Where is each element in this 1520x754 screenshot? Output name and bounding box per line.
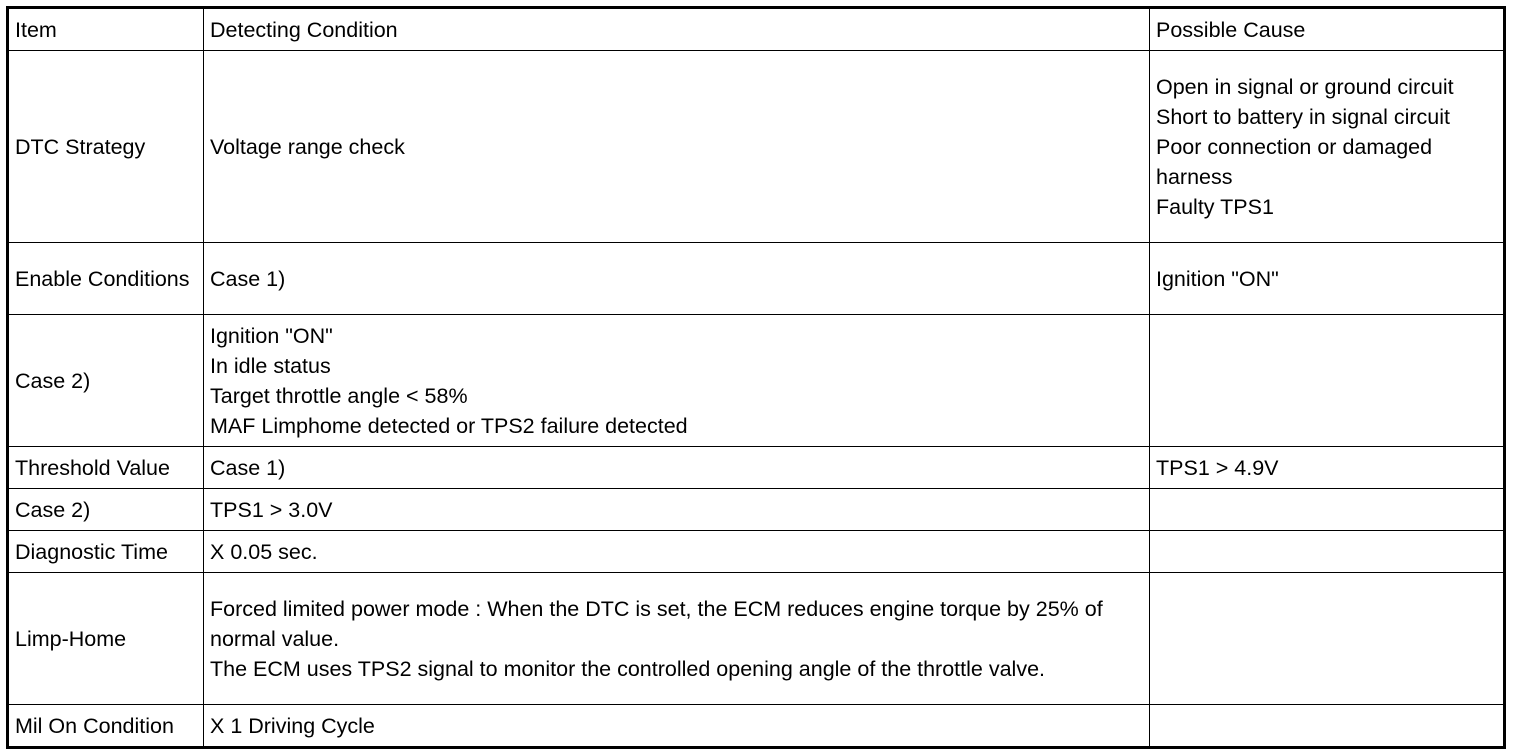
condition-cell (204, 573, 1150, 705)
cause-cell (1150, 573, 1505, 705)
table-row (8, 51, 1505, 243)
cause-line: Ignition "ON" (1156, 266, 1279, 291)
cause-cell (1150, 531, 1505, 573)
header-possible-cause: Possible Cause (1150, 8, 1505, 51)
condition-line: X 0.05 sec. (210, 539, 318, 564)
condition-line: TPS1 > 3.0V (210, 497, 333, 522)
table-header-row (8, 8, 1505, 51)
item-cell: DTC Strategy (8, 51, 204, 243)
condition-line: Ignition "ON" (210, 323, 333, 348)
table-row (8, 315, 1505, 447)
condition-cell (204, 51, 1150, 243)
condition-line: Case 1) (210, 455, 286, 480)
condition-cell (204, 243, 1150, 315)
item-cell: Enable Conditions (8, 243, 204, 315)
condition-line: X 1 Driving Cycle (210, 713, 375, 738)
cause-cell (1150, 489, 1505, 531)
item-cell: Case 2) (8, 315, 204, 447)
cause-cell (1150, 51, 1505, 243)
cause-line: Short to battery in signal circuit (1156, 104, 1450, 129)
table-row (8, 705, 1505, 748)
dtc-table (6, 6, 1506, 749)
condition-line: Target throttle angle < 58% (210, 383, 468, 408)
item-cell: Diagnostic Time (8, 531, 204, 573)
cause-cell (1150, 243, 1505, 315)
cause-line: TPS1 > 4.9V (1156, 455, 1279, 480)
table-row (8, 447, 1505, 489)
item-cell: Threshold Value (8, 447, 204, 489)
condition-line: Case 1) (210, 266, 286, 291)
header-item: Item (8, 8, 204, 51)
condition-line: Forced limited power mode : When the DTC is set, the ECM reduces engine torque by 25% of normal value. (210, 596, 1103, 651)
condition-line: MAF Limphome detected or TPS2 failure detected (210, 413, 688, 438)
item-cell: Mil On Condition (8, 705, 204, 748)
item-cell: Limp-Home (8, 573, 204, 705)
header-detecting-condition: Detecting Condition (204, 8, 1150, 51)
condition-cell (204, 489, 1150, 531)
cause-line: Open in signal or ground circuit (1156, 74, 1454, 99)
cause-cell (1150, 315, 1505, 447)
condition-cell (204, 531, 1150, 573)
condition-line: The ECM uses TPS2 signal to monitor the controlled opening angle of the throttle valve. (210, 656, 1045, 681)
condition-cell (204, 447, 1150, 489)
cause-line: Poor connection or damaged harness (1156, 134, 1433, 189)
cause-cell (1150, 705, 1505, 748)
table-row (8, 531, 1505, 573)
item-cell: Case 2) (8, 489, 204, 531)
table-row (8, 573, 1505, 705)
table-row (8, 243, 1505, 315)
condition-line: In idle status (210, 353, 331, 378)
condition-cell (204, 315, 1150, 447)
condition-line: Voltage range check (210, 134, 405, 159)
cause-cell (1150, 447, 1505, 489)
table-row (8, 489, 1505, 531)
condition-cell (204, 705, 1150, 748)
cause-line: Faulty TPS1 (1156, 194, 1274, 219)
